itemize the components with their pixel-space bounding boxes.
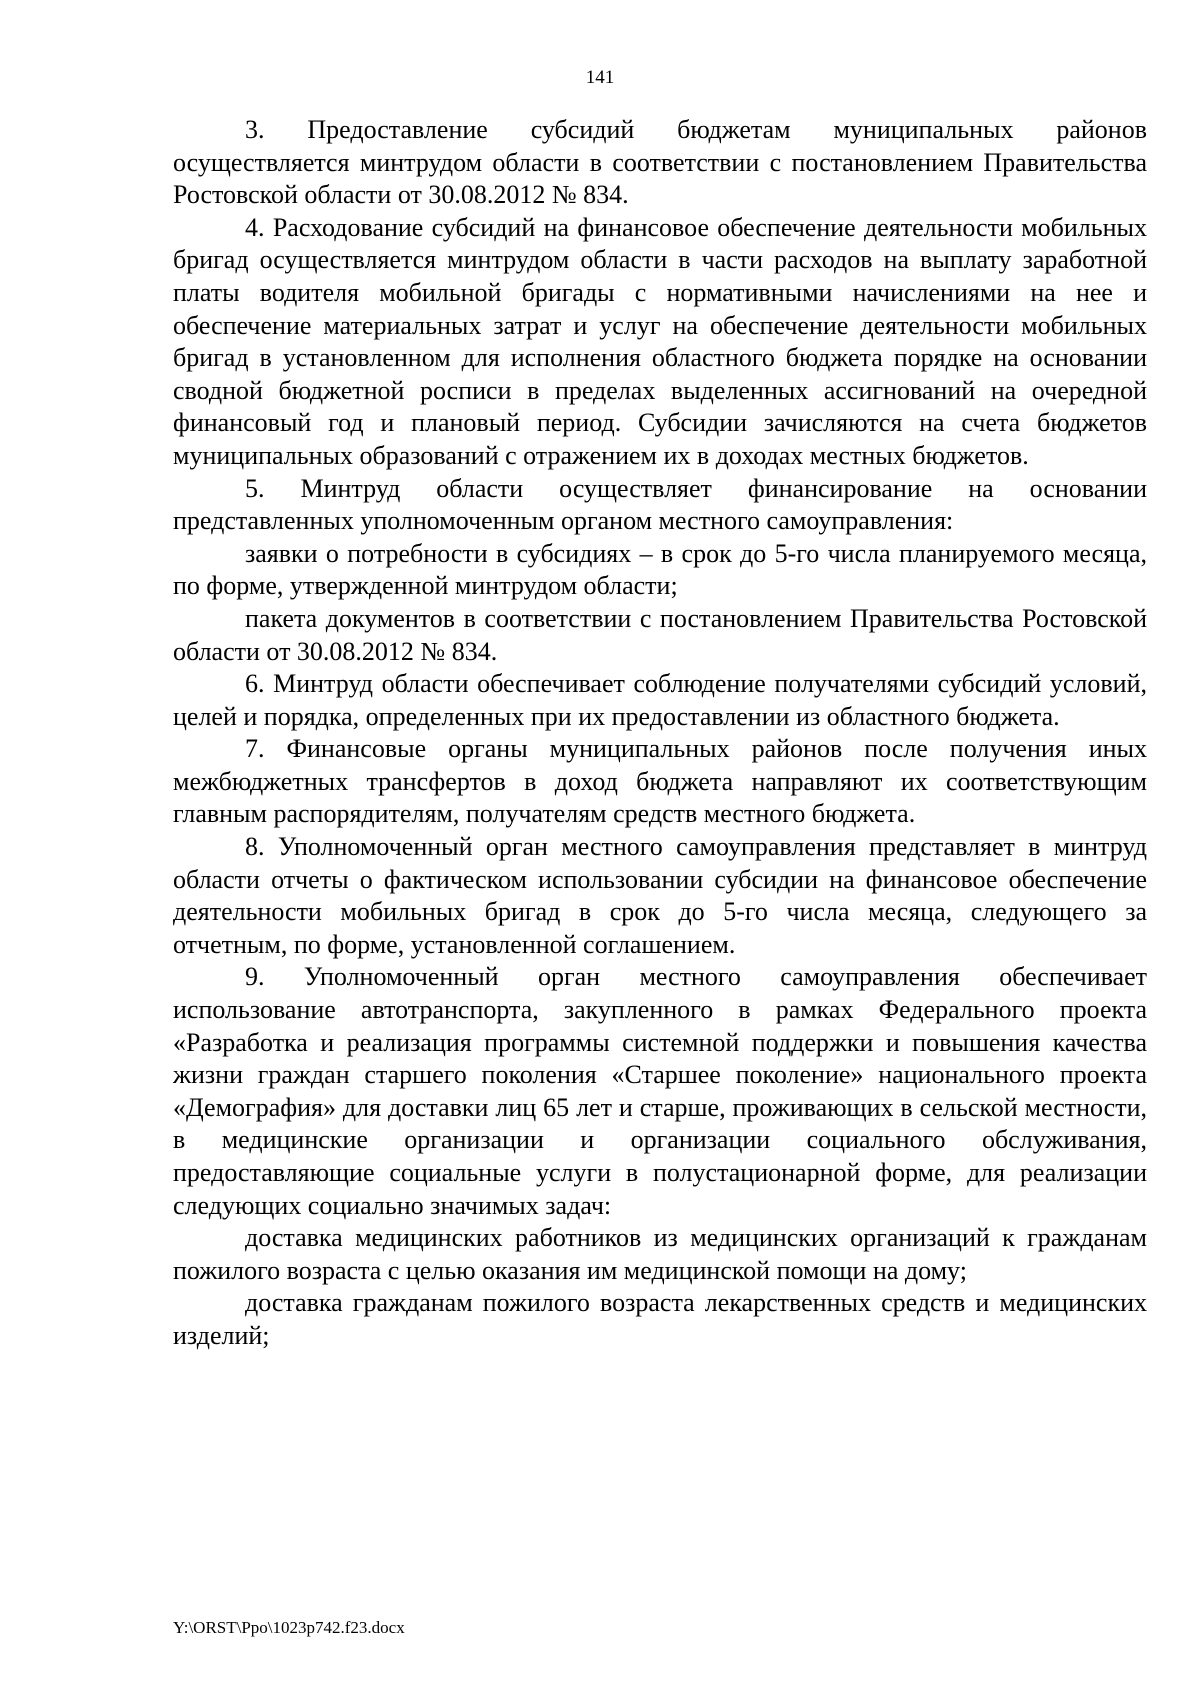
document-body [173,114,1147,1353]
paragraph-5-item-requests: заявки о потребности в субсидиях – в срок до 5-го числа планируемого месяца, по форме, утвержденной минтрудом области; [173,538,1147,601]
paragraph-5-item-documents: пакета документов в соответствии с постановлением Правительства Ростовской области от 30.08.2012 № 834. [173,603,1147,666]
paragraph-7: 7. Финансовые органы муниципальных районов после получения иных межбюджетных трансфертов в доход бюджета направляют их соответствующим главным распорядителям, получателям средств местного бюджета. [173,734,1147,829]
paragraph-9-item-medical-workers: доставка медицинских работников из медицинских организаций к гражданам пожилого возраста с целью оказания им медицинской помощи на дому; [173,1223,1147,1285]
paragraph-4: 4. Расходование субсидий на финансовое обеспечение деятельности мобильных бригад осуществляется минтрудом области в части расходов на выплату заработной платы водителя мобильной бригады с нормативными начислениями на нее и обеспечение материальных затрат и услуг на обеспечение деятельности мобильных бригад в установленном для исполнения областного бюджета порядке на основании сводной бюджетной росписи в пределах выделенных ассигнований на очередной финансовый год и плановый период. Субсидии зачисляются на счета бюджетов муниципальных образований с отражением их в доходах местных бюджетов. [173,212,1147,470]
paragraph-5: 5. Минтруд области осуществляет финансирование на основании представленных уполномоченным органом местного самоуправления: [173,473,1147,536]
paragraph-3: 3. Предоставление субсидий бюджетам муниципальных районов осуществляется минтрудом области в соответствии с постановлением Правительства Ростовской области от 30.08.2012 № 834. [173,115,1147,210]
paragraph-9-item-medicines: доставка гражданам пожилого возраста лекарственных средств и медицинских изделий; [173,1288,1147,1350]
paragraph-6: 6. Минтруд области обеспечивает соблюдение получателями субсидий условий, целей и порядка, определенных при их предоставлении из областного бюджета. [173,669,1147,731]
page-number: 141 [585,67,615,88]
paragraph-8: 8. Уполномоченный орган местного самоуправления представляет в минтруд области отчеты о фактическом использовании субсидии на финансовое обеспечение деятельности мобильных бригад в срок до 5-го числа месяца, следующего за отчетным, по форме, установленной соглашением. [173,832,1147,959]
paragraph-9: 9. Уполномоченный орган местного самоуправления обеспечивает использование автотранспорта, закупленного в рамках Федерального проекта «Разработка и реализация программы системной поддержки и повышения качества жизни граждан старшего поколения «Старшее поколение» национального проекта «Демография» для доставки лиц 65 лет и старше, проживающих в сельской местности, в медицинские организации и организации социального обслуживания, предоставляющие социальные услуги в полустационарной форме, для реализации следующих социально значимых задач: [173,962,1147,1220]
file-path-footer: Y:\ORST\Ppo\1023p742.f23.docx [173,1618,405,1637]
